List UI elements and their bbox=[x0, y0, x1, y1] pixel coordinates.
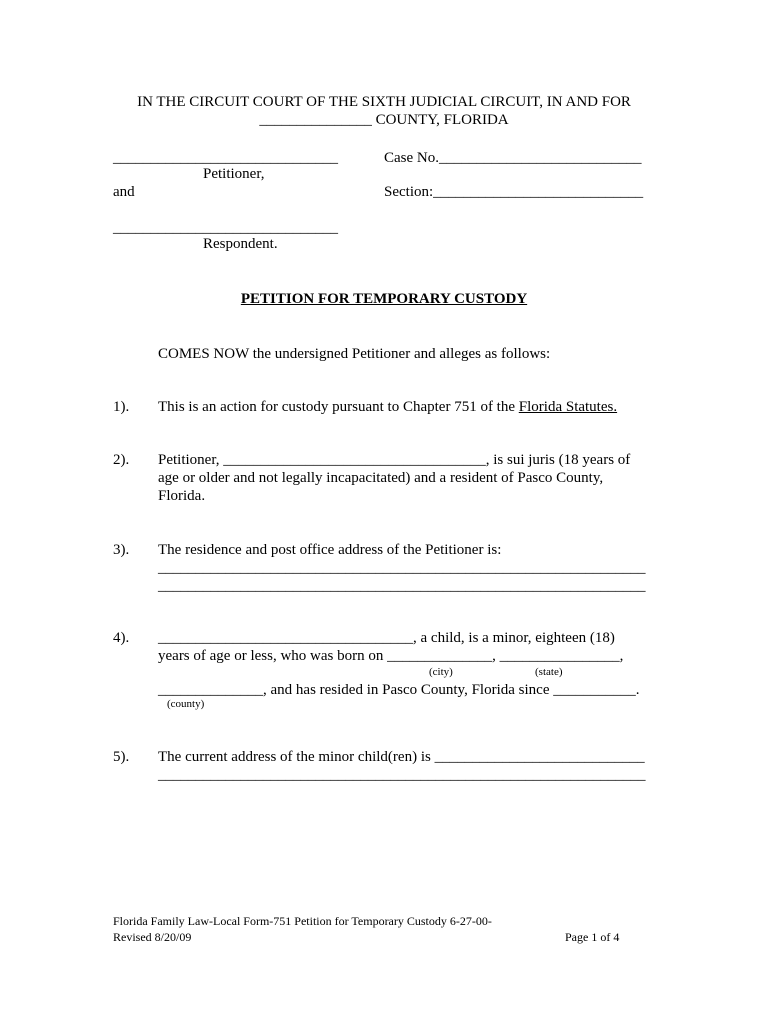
paragraph-4-line3: ______________, and has resided in Pasco County, Florida since ___________. bbox=[158, 682, 640, 698]
petitioner-label: Petitioner, bbox=[203, 166, 265, 182]
paragraph-4-line1: __________________________________, a child, is a minor, eighteen (18) bbox=[158, 630, 615, 646]
paragraph-3-number: 3). bbox=[113, 542, 130, 558]
respondent-label: Respondent. bbox=[203, 236, 278, 252]
footer-revised-date: Revised 8/20/09 bbox=[113, 930, 192, 944]
document-title: PETITION FOR TEMPORARY CUSTODY bbox=[240, 291, 528, 307]
child-address-line: _________________________________________________________________ bbox=[158, 767, 646, 783]
paragraph-1-text bbox=[158, 398, 617, 416]
section-field: Section:____________________________ bbox=[384, 184, 644, 200]
and-label: and bbox=[113, 184, 135, 200]
intro-text: COMES NOW the undersigned Petitioner and alleges as follows: bbox=[158, 346, 551, 362]
paragraph-2-line3: Florida. bbox=[158, 488, 206, 504]
paragraph-1-number: 1). bbox=[113, 399, 130, 415]
paragraph-1-body: This is an action for custody pursuant to Chapter 751 of the bbox=[158, 399, 519, 415]
petitioner-name-blank: ______________________________ bbox=[113, 150, 338, 166]
court-heading-line1: IN THE CIRCUIT COURT OF THE SIXTH JUDICIAL CIRCUIT, IN AND FOR bbox=[137, 94, 631, 110]
petitioner-address-line2: _________________________________________________________________ bbox=[158, 578, 646, 594]
florida-statutes-reference: Florida Statutes. bbox=[518, 399, 618, 415]
paragraph-3-line1: The residence and post office address of the Petitioner is: bbox=[158, 542, 502, 558]
paragraph-2-number: 2). bbox=[113, 452, 130, 468]
page-number: Page 1 of 4 bbox=[565, 930, 620, 944]
paragraph-4-line2: years of age or less, who was born on ______________, ________________, bbox=[158, 648, 624, 664]
court-heading-line2: _______________ COUNTY, FLORIDA bbox=[259, 112, 509, 128]
petitioner-address-line1: _________________________________________________________________ bbox=[158, 560, 646, 576]
paragraph-2-line1: Petitioner, ___________________________________, is sui juris (18 years of bbox=[158, 452, 631, 468]
footer-form-id: Florida Family Law-Local Form-751 Petition for Temporary Custody 6-27-00- bbox=[113, 914, 492, 928]
state-label: (state) bbox=[535, 666, 563, 678]
paragraph-2-line2: age or older and not legally incapacitated) and a resident of Pasco County, bbox=[158, 470, 604, 486]
city-label: (city) bbox=[429, 666, 453, 678]
paragraph-5-number: 5). bbox=[113, 749, 130, 765]
case-number-field: Case No.___________________________ bbox=[384, 150, 642, 166]
paragraph-5-line1: The current address of the minor child(ren) is ____________________________ bbox=[158, 749, 645, 765]
paragraph-4-number: 4). bbox=[113, 630, 130, 646]
county-label: (county) bbox=[167, 698, 205, 710]
respondent-name-blank: ______________________________ bbox=[113, 220, 338, 236]
